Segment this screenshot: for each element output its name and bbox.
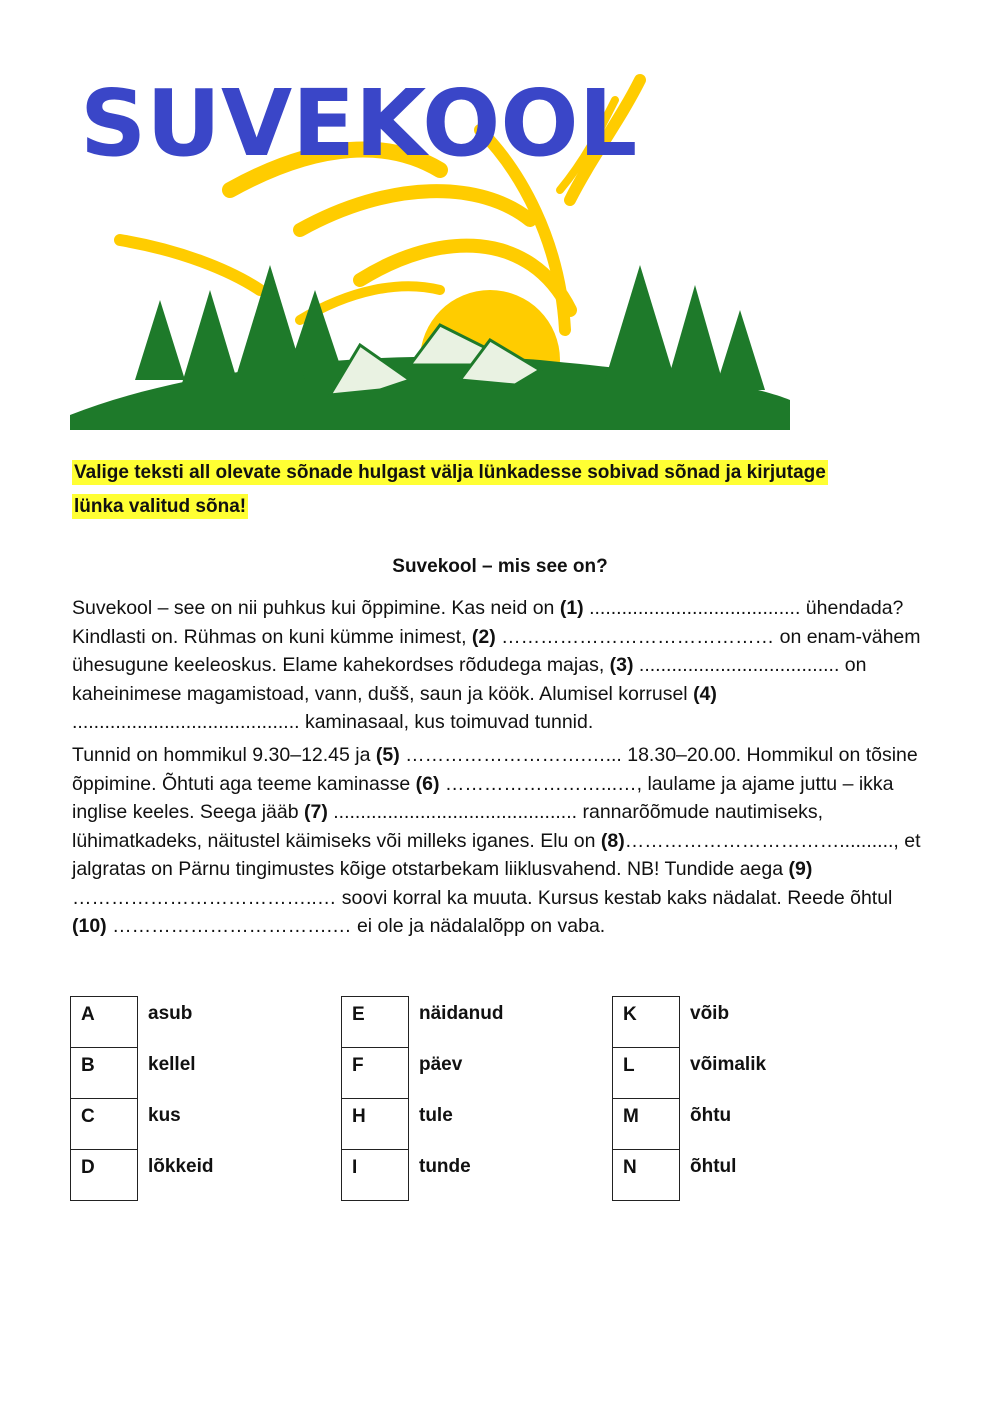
- text-segment: ……………………...…, laulame ja ajame juttu – ikka inglise keeles. Seega jääb: [72, 772, 894, 823]
- text-segment: …………………………………… on enam-vähem ühesugune keeleoskus. Elame kahekordses rõdudega majas,: [72, 625, 921, 676]
- gap-number: (5): [375, 744, 400, 766]
- option-word: tule: [419, 1105, 453, 1126]
- text-segment: .......................................... kaminasaal, kus toimuvad tunnid.: [72, 711, 594, 733]
- option-letter: I: [341, 1149, 409, 1201]
- gap-number: (6): [415, 772, 440, 795]
- option-letter: E: [341, 996, 409, 1047]
- option-row: [70, 1149, 328, 1200]
- option-letter: D: [70, 1149, 138, 1201]
- option-word: õhtu: [690, 1105, 732, 1126]
- text-segment: ............................................. rannarõõmude nautimiseks, lühimatkadeks, näitustel käimiseks või milleks iganes. Elu on: [72, 801, 824, 852]
- option-letter: N: [612, 1149, 680, 1201]
- option-word: kellel: [148, 1054, 196, 1075]
- option-row: [341, 1047, 599, 1098]
- suvekool-logo: [60, 60, 800, 430]
- option-row: [341, 1098, 599, 1149]
- option-word: lõkkeid: [148, 1156, 214, 1177]
- task-instruction: [72, 456, 902, 524]
- option-letter: K: [612, 996, 680, 1047]
- gap-number: (9): [788, 858, 813, 880]
- camp-illustration: [60, 60, 800, 430]
- option-letter: M: [612, 1098, 680, 1149]
- option-word: kus: [148, 1105, 181, 1126]
- gap-number: (4): [693, 682, 717, 705]
- option-letter: B: [70, 1047, 138, 1098]
- gap-number: (2): [471, 625, 496, 648]
- text-segment: Tunnid on hommikul 9.30–12.45 ja: [72, 744, 376, 766]
- option-row: [70, 996, 328, 1047]
- text-segment: …………………………….........., et jalgratas on Pärnu tingimustes kõige otstarbekam liiklusvahend. NB! Tundide aega: [72, 829, 921, 880]
- gap-number: (10): [72, 915, 107, 937]
- option-word: päev: [419, 1054, 463, 1075]
- option-letter: C: [70, 1098, 138, 1149]
- gap-number: (3): [609, 654, 634, 676]
- option-word: õhtul: [690, 1156, 737, 1177]
- options-table: [612, 996, 870, 1200]
- option-row: [612, 1047, 870, 1098]
- instruction-line-2: lünka valitud sõna!: [74, 496, 247, 517]
- option-word: asub: [148, 1003, 193, 1024]
- options-table: [70, 996, 328, 1200]
- text-segment: ………………………………..… soovi korral ka muuta. Kursus kestab kaks nädalat. Reede õhtul: [72, 886, 893, 909]
- option-word: võib: [690, 1003, 730, 1024]
- text-segment: ……………………….…... 18.30–20.00. Hommikul on tõsine õppimine. Õhtuti aga teeme kaminasse: [72, 744, 918, 795]
- text-segment: Suvekool – see on nii puhkus kui õppimine. Kas neid on: [72, 597, 560, 619]
- option-row: [612, 1098, 870, 1149]
- text-segment: …………………………….… ei ole ja nädalalõpp on vaba.: [106, 915, 606, 937]
- option-row: [70, 1098, 328, 1149]
- option-letter: A: [70, 996, 138, 1047]
- text-segment: ....................................... ühendada? Kindlasti on. Rühmas on kuni kümme inimest,: [72, 597, 904, 648]
- gap-number: (1): [559, 597, 584, 619]
- option-row: [341, 996, 599, 1047]
- option-word: näidanud: [419, 1003, 504, 1024]
- gap-number: (8): [600, 829, 625, 852]
- option-word: võimalik: [690, 1054, 767, 1075]
- option-letter: H: [341, 1098, 409, 1149]
- paragraph-2: [72, 741, 930, 941]
- gap-number: (7): [304, 801, 328, 823]
- text-title: Suvekool – mis see on?: [392, 556, 608, 577]
- option-row: [612, 996, 870, 1047]
- text-segment: ..................................... on kaheinimese magamistoad, vann, dušš, saun ja köök. Alumisel korrusel: [72, 654, 867, 705]
- option-row: [612, 1149, 870, 1200]
- option-row: [341, 1149, 599, 1200]
- option-word: tunde: [419, 1156, 471, 1177]
- option-row: [70, 1047, 328, 1098]
- instruction-line-1: Valige teksti all olevate sõnade hulgast välja lünkadesse sobivad sõnad ja kirjutage: [74, 462, 826, 483]
- option-letter: L: [612, 1047, 680, 1098]
- logo-title: SUVEKOOL: [80, 70, 638, 177]
- options-table: [341, 996, 599, 1200]
- paragraph-1: [72, 594, 930, 737]
- option-letter: F: [341, 1047, 409, 1098]
